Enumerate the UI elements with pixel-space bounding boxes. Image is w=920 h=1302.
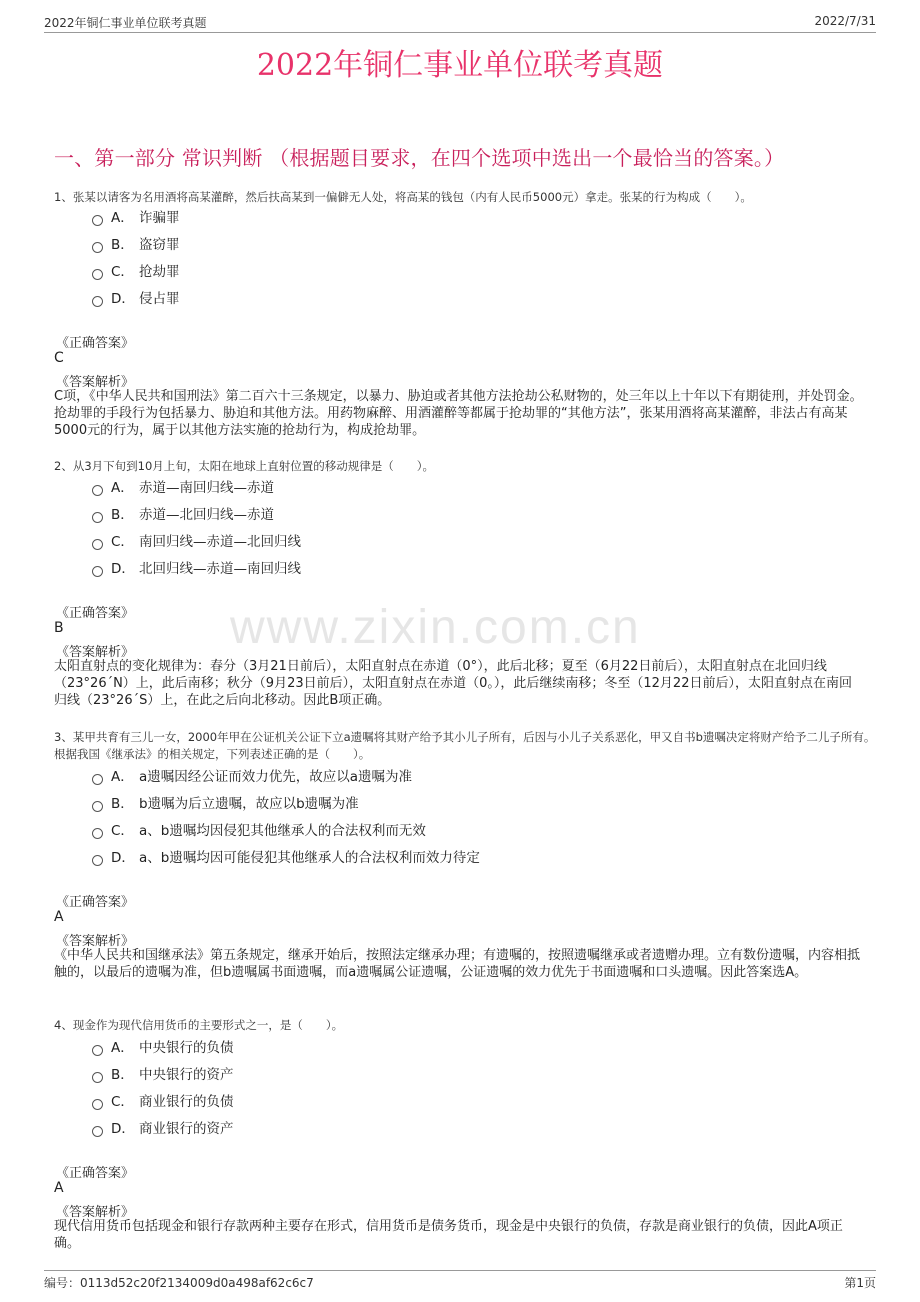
answer-label: 《正确答案》 xyxy=(56,336,135,351)
header-doc-title: 2022年铜仁事业单位联考真题 xyxy=(44,16,207,30)
answer-label: 《正确答案》 xyxy=(56,606,135,621)
header-date: 2022/7/31 xyxy=(814,14,876,28)
radio-button[interactable] xyxy=(92,774,103,785)
option-a[interactable]: A． 诈骗罪 xyxy=(92,208,180,228)
answer-label: 《正确答案》 xyxy=(56,1166,135,1181)
radio-button[interactable] xyxy=(92,242,103,253)
page-footer xyxy=(44,1270,876,1289)
answer-value: B xyxy=(54,620,64,636)
option-d[interactable]: D． 北回归线—赤道—南回归线 xyxy=(92,559,301,579)
radio-button[interactable] xyxy=(92,855,103,866)
option-b[interactable]: B． 赤道—北回归线—赤道 xyxy=(92,505,274,525)
analysis-label: 《答案解析》 xyxy=(56,934,135,949)
option-a[interactable]: A． a遗嘱因经公证而效力优先，故应以a遗嘱为准 xyxy=(92,767,412,787)
radio-button[interactable] xyxy=(92,215,103,226)
analysis-label: 《答案解析》 xyxy=(56,645,135,660)
option-d[interactable]: D． 侵占罪 xyxy=(92,289,180,309)
option-b[interactable]: B． 盗窃罪 xyxy=(92,235,180,255)
analysis-text: 现代信用货币包括现金和银行存款两种主要存在形式，信用货币是债务货币，现金是中央银行的负债，存款是商业银行的负债，因此A项正确。 xyxy=(54,1219,843,1251)
answer-label: 《正确答案》 xyxy=(56,895,135,910)
question-stem: 4、现金作为现代信用货币的主要形式之一，是（ ）。 xyxy=(54,1018,344,1032)
answer-value: A xyxy=(54,1180,64,1196)
option-b[interactable]: B． 中央银行的资产 xyxy=(92,1065,234,1085)
radio-button[interactable] xyxy=(92,801,103,812)
radio-button[interactable] xyxy=(92,1099,103,1110)
radio-button[interactable] xyxy=(92,485,103,496)
question-stem: 2、从3月下旬到10月上旬，太阳在地球上直射位置的移动规律是（ ）。 xyxy=(54,459,435,473)
analysis-text: 《中华人民共和国继承法》第五条规定，继承开始后，按照法定继承办理；有遗嘱的，按照遗嘱继承或者遗赠办理。立有数份遗嘱，内容相抵触的，以最后的遗嘱为准，但b遗嘱属书面遗嘱，而a遗嘱属公证遗嘱，公证遗嘱的效力优先于书面遗嘱和口头遗嘱。因此答案选A。 xyxy=(54,948,861,980)
radio-button[interactable] xyxy=(92,1072,103,1083)
section-title: 一、第一部分 常识判断 （根据题目要求，在四个选项中选出一个最恰当的答案。） xyxy=(54,146,785,170)
option-c[interactable]: C． a、b遗嘱均因侵犯其他继承人的合法权利而无效 xyxy=(92,821,426,841)
option-d[interactable]: D． a、b遗嘱均因可能侵犯其他继承人的合法权利而效力待定 xyxy=(92,848,480,868)
page-header xyxy=(44,12,876,33)
answer-value: C xyxy=(54,350,64,366)
watermark-text: www.zixin.com.cn xyxy=(230,601,641,654)
analysis-text: C项，《中华人民共和国刑法》第二百六十三条规定，以暴力、胁迫或者其他方法抢劫公私财物的，处三年以上十年以下有期徒刑，并处罚金。抢劫罪的手段行为包括暴力、胁迫和其他方法。用药物麻醉、用酒灌醉等都属于抢劫罪的“其他方法”，张某用酒将高某灌醉，非法占有高某5000元的行为，属于以其他方法实施的抢劫行为，构成抢劫罪。 xyxy=(54,389,863,438)
option-b[interactable]: B． b遗嘱为后立遗嘱，故应以b遗嘱为准 xyxy=(92,794,359,814)
option-a[interactable]: A． 中央银行的负债 xyxy=(92,1038,234,1058)
radio-button[interactable] xyxy=(92,566,103,577)
footer-page-number: 第1页 xyxy=(844,1276,876,1290)
option-c[interactable]: C． 商业银行的负债 xyxy=(92,1092,234,1112)
radio-button[interactable] xyxy=(92,828,103,839)
option-c[interactable]: C． 南回归线—赤道—北回归线 xyxy=(92,532,301,552)
page-title: 2022年铜仁事业单位联考真题 xyxy=(256,48,664,83)
analysis-text: 太阳直射点的变化规律为：春分（3月21日前后），太阳直射点在赤道（0°），此后北移；夏至（6月22日前后），太阳直射点在北回归线（23°26´N）上，此后南移；秋分（9月23日前后），太阳直射点在赤道（0。），此后继续南移；冬至（12月22日前后），太阳直射点在南回归线（23°26´S）上，在此之后向北移动。因此B项正确。 xyxy=(54,659,852,708)
radio-button[interactable] xyxy=(92,512,103,523)
analysis-label: 《答案解析》 xyxy=(56,375,135,390)
question-stem: 3、某甲共育有三儿一女，2000年甲在公证机关公证下立a遗嘱将其财产给予其小儿子所有，后因与小儿子关系恶化，甲又自书b遗嘱决定将财产给予二儿子所有。根据我国《继承法》的相关规定，下列表述正确的是（ ）。 xyxy=(54,730,876,761)
radio-button[interactable] xyxy=(92,539,103,550)
analysis-label: 《答案解析》 xyxy=(56,1205,135,1220)
question-stem: 1、张某以请客为名用酒将高某灌醉，然后扶高某到一偏僻无人处，将高某的钱包（内有人民币5000元）拿走。张某的行为构成（ ）。 xyxy=(54,190,752,204)
radio-button[interactable] xyxy=(92,1045,103,1056)
answer-value: A xyxy=(54,909,64,925)
option-c[interactable]: C． 抢劫罪 xyxy=(92,262,180,282)
radio-button[interactable] xyxy=(92,1126,103,1137)
option-d[interactable]: D． 商业银行的资产 xyxy=(92,1119,234,1139)
radio-button[interactable] xyxy=(92,296,103,307)
option-a[interactable]: A． 赤道—南回归线—赤道 xyxy=(92,478,274,498)
radio-button[interactable] xyxy=(92,269,103,280)
footer-doc-id: 编号：0113d52c20f2134009d0a498af62c6c7 xyxy=(44,1276,314,1290)
